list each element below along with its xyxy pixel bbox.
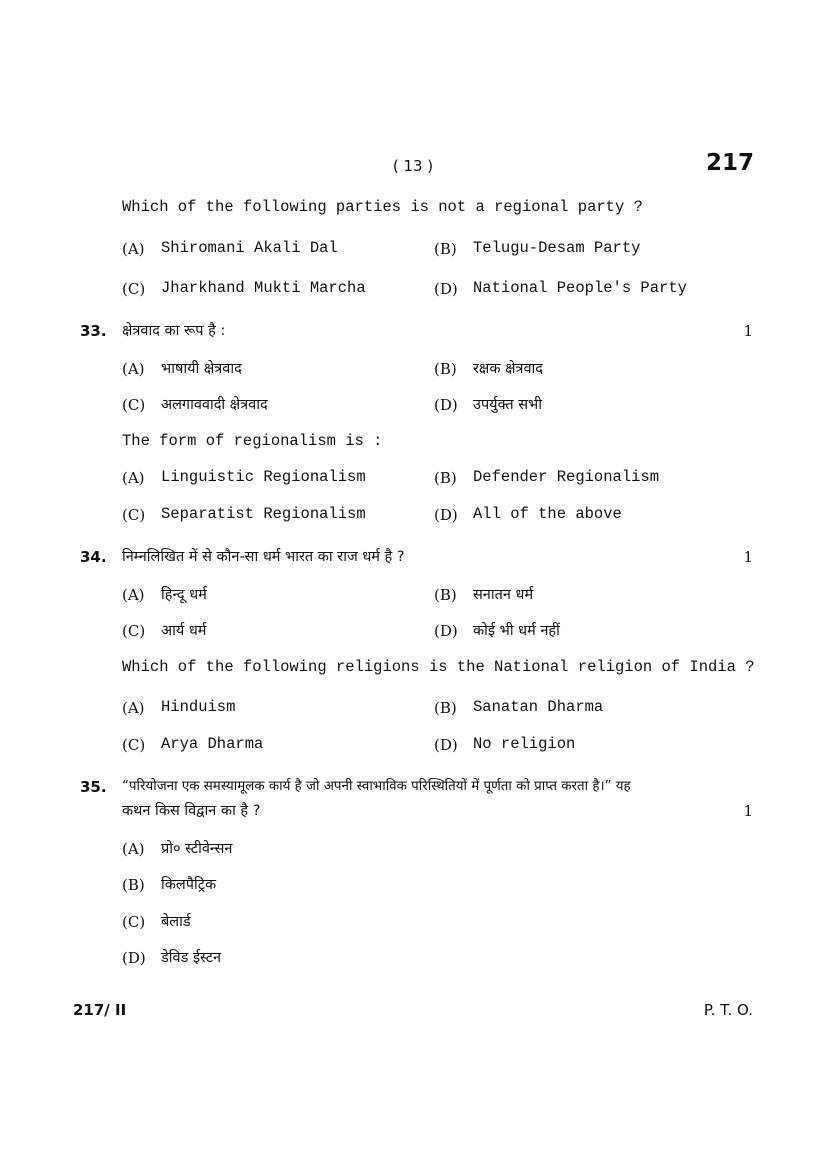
option-label: (C)	[122, 506, 146, 524]
option-label: (D)	[434, 736, 458, 754]
option-text-hindi: आर्य धर्म	[161, 623, 207, 639]
option-text-hindi: बेलार्ड	[161, 914, 191, 930]
option-text: Jharkhand Mukti Marcha	[161, 279, 366, 297]
option-label: (A)	[122, 360, 145, 378]
page-number: ( 13 )	[392, 157, 434, 175]
option-label: (D)	[434, 396, 458, 414]
option-label: (D)	[434, 506, 458, 524]
footer-pto: P. T. O.	[703, 1001, 753, 1019]
option-text: Telugu-Desam Party	[473, 239, 641, 257]
question-stem-hindi: कथन किस विद्वान का है ?	[122, 803, 261, 819]
option-text-hindi: अलगाववादी क्षेत्रवाद	[161, 397, 268, 413]
option-label: (B)	[434, 469, 457, 487]
option-text: Linguistic Regionalism	[161, 468, 366, 486]
option-label: (C)	[122, 280, 146, 298]
option-text: Defender Regionalism	[473, 468, 660, 486]
question-marks: 1	[743, 322, 753, 340]
option-text: Arya Dharma	[161, 735, 264, 753]
option-text-hindi: डेविड ईस्टन	[161, 950, 222, 966]
question-number: 33.	[80, 322, 107, 340]
option-label: (A)	[122, 469, 145, 487]
option-text: All of the above	[473, 505, 622, 523]
option-text: Shiromani Akali Dal	[161, 239, 338, 257]
option-label: (C)	[122, 913, 146, 931]
option-text-hindi: उपर्युक्त सभी	[473, 397, 542, 413]
option-label: (B)	[434, 240, 457, 258]
option-label: (C)	[122, 396, 146, 414]
option-label: (D)	[434, 622, 458, 640]
option-label: (A)	[122, 240, 145, 258]
footer-paper-code: 217/ II	[73, 1001, 127, 1019]
question-stem: Which of the following parties is not a regional party ?	[122, 198, 643, 216]
option-label: (A)	[122, 840, 145, 858]
option-text-hindi: किलपैट्रिक	[161, 877, 217, 893]
question-marks: 1	[743, 802, 753, 820]
question-stem-english: The form of regionalism is :	[122, 432, 383, 450]
option-label: (B)	[122, 876, 145, 894]
option-text-hindi: कोई भी धर्म नहीं	[473, 623, 560, 639]
option-text-hindi: हिन्दू धर्म	[161, 587, 207, 603]
paper-code: 217	[705, 150, 754, 176]
question-number: 35.	[80, 778, 107, 796]
question-stem-hindi: क्षेत्रवाद का रूप है :	[122, 323, 226, 339]
question-stem-hindi: “परियोजना एक समस्यामूलक कार्य है जो अपनी स्वाभाविक परिस्थितियों में पूर्णता को प्राप्त करता है।” यह	[122, 779, 631, 794]
option-label: (C)	[122, 736, 146, 754]
question-stem-english: Which of the following religions is the National religion of India ?	[122, 658, 755, 676]
option-label: (C)	[122, 622, 146, 640]
option-text: Sanatan Dharma	[473, 698, 604, 716]
option-text-hindi: प्रो० स्टीवेन्सन	[161, 841, 233, 857]
question-marks: 1	[743, 548, 753, 566]
option-label: (B)	[434, 360, 457, 378]
option-text-hindi: भाषायी क्षेत्रवाद	[161, 361, 242, 377]
question-number: 34.	[80, 548, 107, 566]
option-text: Separatist Regionalism	[161, 505, 366, 523]
option-text-hindi: सनातन धर्म	[473, 587, 534, 603]
option-label: (A)	[122, 586, 145, 604]
option-label: (B)	[434, 699, 457, 717]
question-stem-hindi: निम्नलिखित में से कौन-सा धर्म भारत का राज धर्म है ?	[122, 549, 405, 565]
option-text: Hinduism	[161, 698, 236, 716]
option-label: (A)	[122, 699, 145, 717]
option-label: (D)	[122, 949, 146, 967]
option-text: No religion	[473, 735, 576, 753]
option-label: (D)	[434, 280, 458, 298]
option-label: (B)	[434, 586, 457, 604]
option-text-hindi: रक्षक क्षेत्रवाद	[473, 361, 543, 377]
option-text: National People's Party	[473, 279, 687, 297]
